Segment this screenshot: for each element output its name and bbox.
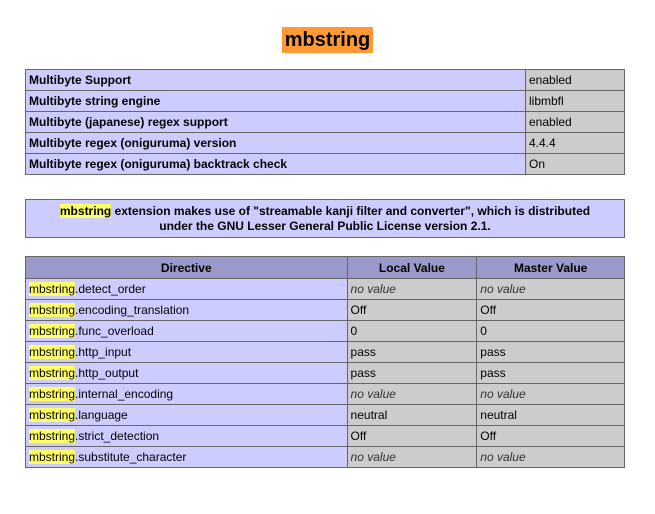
info-label: Multibyte regex (oniguruma) backtrack check xyxy=(26,154,526,175)
directive-name xyxy=(26,342,348,363)
table-row xyxy=(26,363,625,384)
license-note-table xyxy=(25,199,625,238)
directives-body xyxy=(26,279,625,468)
info-label: Multibyte Support xyxy=(26,70,526,91)
local-value: 0 xyxy=(347,321,477,342)
master-value: no value xyxy=(477,384,625,405)
table-row xyxy=(26,200,625,238)
info-table xyxy=(25,69,625,175)
column-header-master-value: Master Value xyxy=(477,257,625,279)
directives-table xyxy=(25,256,625,468)
table-row xyxy=(26,300,625,321)
page-title: mbstring xyxy=(282,27,374,53)
info-value: On xyxy=(526,154,625,175)
table-row xyxy=(26,447,625,468)
license-note-line2: under the GNU Lesser General Public License version 2.1. xyxy=(159,218,491,233)
highlight-term: mbstring xyxy=(29,282,76,296)
master-value: 0 xyxy=(477,321,625,342)
directive-name xyxy=(26,405,348,426)
master-value: Off xyxy=(477,300,625,321)
column-header-local-value: Local Value xyxy=(347,257,477,279)
local-value: pass xyxy=(347,363,477,384)
table-row xyxy=(26,70,625,91)
directive-suffix: .strict_detection xyxy=(75,429,160,443)
master-value: neutral xyxy=(477,405,625,426)
table-row xyxy=(26,384,625,405)
directive-suffix: .substitute_character xyxy=(75,450,187,464)
directive-suffix: .func_overload xyxy=(75,324,154,338)
directive-suffix: .detect_order xyxy=(75,282,146,296)
master-value: no value xyxy=(477,279,625,300)
directive-name xyxy=(26,279,348,300)
table-row xyxy=(26,426,625,447)
local-value: no value xyxy=(347,447,477,468)
table-row xyxy=(26,133,625,154)
info-value: 4.4.4 xyxy=(526,133,625,154)
directive-suffix: .http_input xyxy=(75,345,132,359)
table-row xyxy=(26,321,625,342)
table-row xyxy=(26,112,625,133)
column-header-directive: Directive xyxy=(26,257,348,279)
info-label: Multibyte (japanese) regex support xyxy=(26,112,526,133)
master-value: no value xyxy=(477,447,625,468)
highlight-term: mbstring xyxy=(59,203,112,218)
local-value: Off xyxy=(347,426,477,447)
directive-suffix: .http_output xyxy=(75,366,139,380)
local-value: neutral xyxy=(347,405,477,426)
highlight-term: mbstring xyxy=(29,303,76,317)
directive-suffix: .encoding_translation xyxy=(75,303,190,317)
directive-name xyxy=(26,426,348,447)
highlight-term: mbstring xyxy=(29,366,76,380)
directive-name xyxy=(26,300,348,321)
highlight-term: mbstring xyxy=(29,387,76,401)
table-row xyxy=(26,279,625,300)
directive-suffix: .internal_encoding xyxy=(75,387,174,401)
table-row xyxy=(26,154,625,175)
highlight-term: mbstring xyxy=(29,345,76,359)
highlight-term: mbstring xyxy=(29,324,76,338)
highlight-term: mbstring xyxy=(29,408,76,422)
master-value: pass xyxy=(477,363,625,384)
master-value: pass xyxy=(477,342,625,363)
local-value: Off xyxy=(347,300,477,321)
info-label: Multibyte string engine xyxy=(26,91,526,112)
directive-name xyxy=(26,321,348,342)
local-value: no value xyxy=(347,384,477,405)
table-row xyxy=(26,91,625,112)
directive-name xyxy=(26,363,348,384)
license-note-line1: extension makes use of "streamable kanji filter and converter", which is distributed xyxy=(111,203,591,218)
table-row xyxy=(26,342,625,363)
license-note xyxy=(26,200,625,238)
master-value: Off xyxy=(477,426,625,447)
highlight-term: mbstring xyxy=(29,429,76,443)
directive-name xyxy=(26,447,348,468)
info-value: enabled xyxy=(526,112,625,133)
page-title-wrap xyxy=(0,27,655,53)
directive-suffix: .language xyxy=(75,408,128,422)
info-value: enabled xyxy=(526,70,625,91)
info-label: Multibyte regex (oniguruma) version xyxy=(26,133,526,154)
directive-name xyxy=(26,384,348,405)
local-value: pass xyxy=(347,342,477,363)
table-header-row xyxy=(26,257,625,279)
highlight-term: mbstring xyxy=(29,450,76,464)
table-row xyxy=(26,405,625,426)
local-value: no value xyxy=(347,279,477,300)
info-value: libmbfl xyxy=(526,91,625,112)
